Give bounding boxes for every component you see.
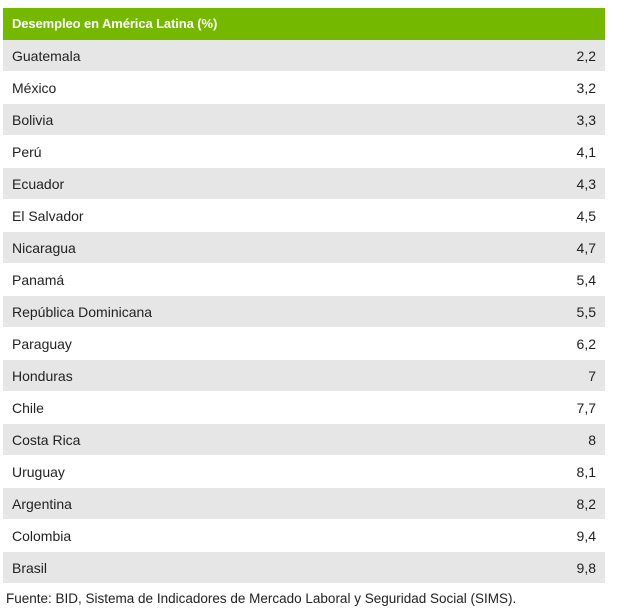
table-row: [3, 488, 605, 520]
unemployment-value: 4,3: [576, 175, 596, 192]
unemployment-value: 8: [588, 431, 596, 448]
table-row: [3, 552, 605, 584]
country-label: Ecuador: [12, 175, 65, 192]
country-label: República Dominicana: [12, 303, 153, 320]
unemployment-value: 9,8: [576, 559, 596, 576]
table-row: [3, 328, 605, 360]
country-label: Honduras: [12, 367, 73, 384]
table-row: [3, 72, 605, 104]
country-label: Brasil: [12, 559, 48, 576]
country-label: Colombia: [12, 527, 72, 544]
table-title: Desempleo en América Latina (%): [3, 8, 605, 40]
country-label: Nicaragua: [12, 239, 76, 256]
unemployment-value: 3,3: [576, 111, 596, 128]
country-label: Uruguay: [12, 463, 65, 480]
unemployment-value: 4,1: [576, 143, 596, 160]
country-label: México: [12, 79, 57, 96]
unemployment-value: 9,4: [576, 527, 596, 544]
country-label: Panamá: [12, 271, 65, 288]
unemployment-value: 8,1: [576, 463, 596, 480]
unemployment-value: 7: [588, 367, 596, 384]
table-row: [3, 424, 605, 456]
table-row: [3, 200, 605, 232]
country-label: Perú: [12, 143, 42, 160]
country-label: Chile: [12, 399, 44, 416]
table-row: [3, 392, 605, 424]
table-row: [3, 456, 605, 488]
unemployment-value: 8,2: [576, 495, 596, 512]
table-row: [3, 40, 605, 72]
unemployment-value: 2,2: [576, 47, 596, 64]
table-row: [3, 264, 605, 296]
unemployment-value: 7,7: [576, 399, 596, 416]
unemployment-value: 4,5: [576, 207, 596, 224]
source-note: Fuente: BID, Sistema de Indicadores de Mercado Laboral y Seguridad Social (SIMS).: [6, 591, 517, 606]
unemployment-value: 5,4: [576, 271, 596, 288]
country-label: Argentina: [12, 495, 72, 512]
country-label: Paraguay: [12, 335, 72, 352]
unemployment-value: 4,7: [576, 239, 596, 256]
unemployment-table: [3, 8, 605, 584]
table-row: [3, 104, 605, 136]
table-row: [3, 296, 605, 328]
table-row: [3, 168, 605, 200]
unemployment-value: 6,2: [576, 335, 596, 352]
table-row: [3, 136, 605, 168]
table-body: [3, 40, 605, 584]
country-label: Guatemala: [12, 47, 81, 64]
table-row: [3, 520, 605, 552]
unemployment-value: 3,2: [576, 79, 596, 96]
country-label: Costa Rica: [12, 431, 81, 448]
country-label: Bolivia: [12, 111, 54, 128]
unemployment-value: 5,5: [576, 303, 596, 320]
table-row: [3, 232, 605, 264]
table-row: [3, 360, 605, 392]
country-label: El Salvador: [12, 207, 84, 224]
